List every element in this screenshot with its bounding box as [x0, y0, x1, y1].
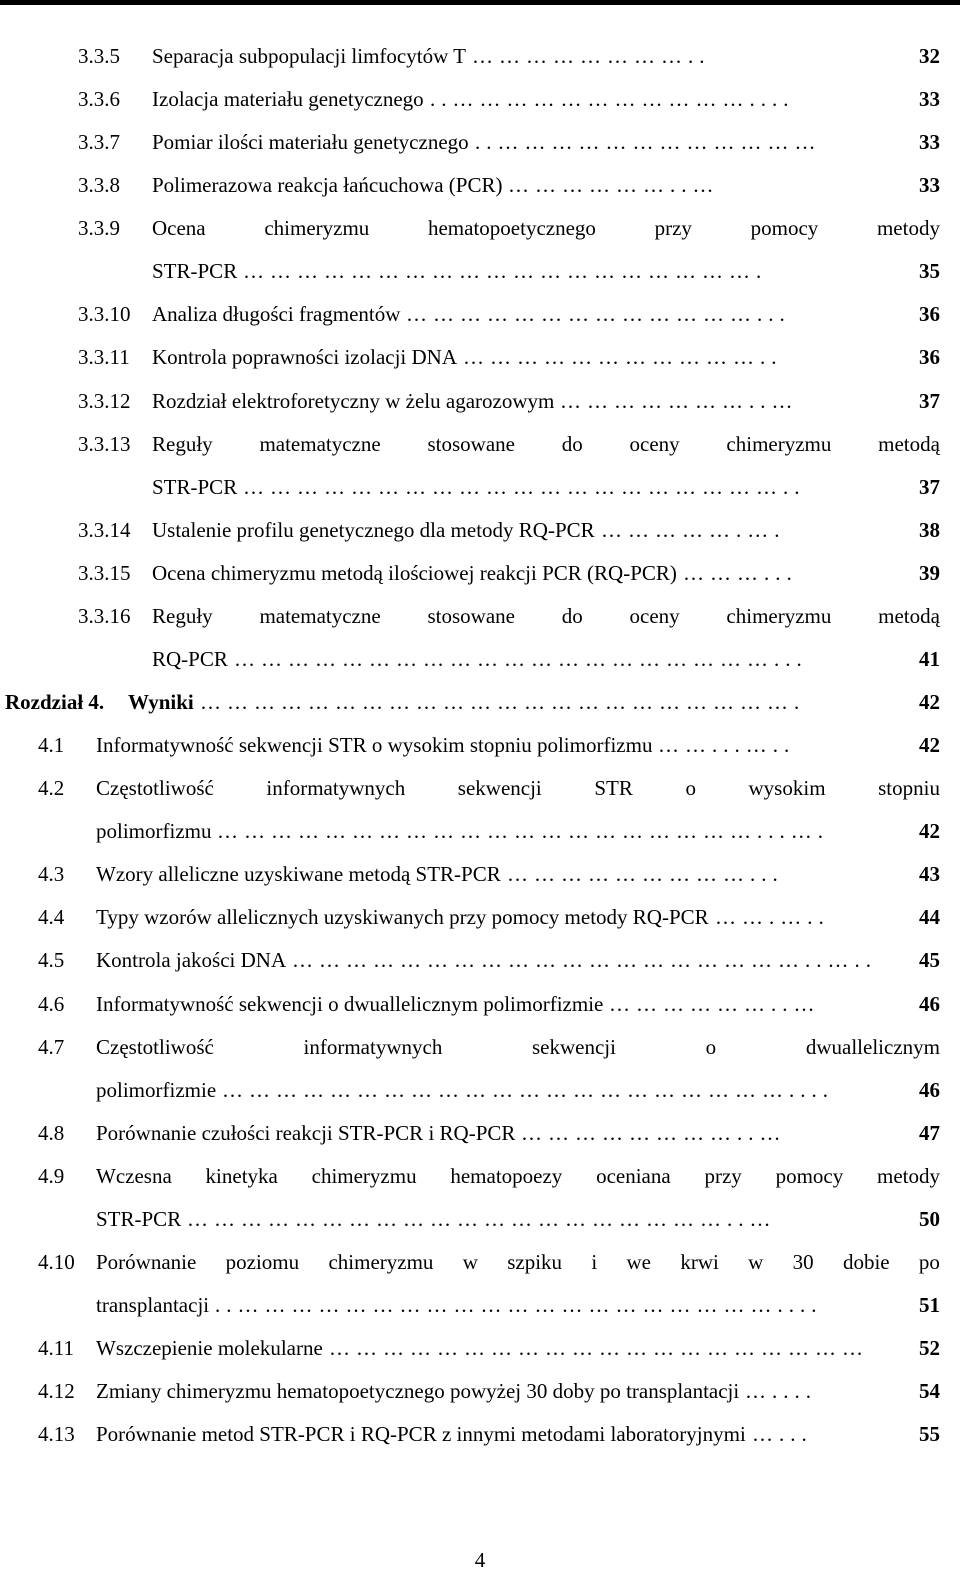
- toc-entry[interactable]: [78, 214, 940, 242]
- entry-page: 37: [919, 475, 940, 499]
- page-number: 4: [474, 1548, 486, 1572]
- toc-entry[interactable]: [38, 731, 940, 759]
- entry-number: 3.3.7: [78, 130, 120, 154]
- entry-number: 4.5: [38, 948, 65, 972]
- entry-number: 3.3.13: [78, 432, 131, 456]
- dot-leader: …...: [752, 1422, 813, 1446]
- entry-number: 3.3.8: [78, 173, 120, 197]
- entry-page: 38: [919, 518, 940, 542]
- dot-leader: …………………..…: [560, 389, 799, 413]
- entry-page: 54: [919, 1379, 940, 1403]
- entry-title: Częstotliwość informatywnych sekwencji STR o wysokim stopniu: [96, 776, 940, 800]
- entry-number: 3.3.6: [78, 87, 120, 111]
- entry-page: 37: [919, 389, 940, 413]
- dot-leader: ……………………………………………………...….: [217, 819, 829, 843]
- entry-number: 3.3.5: [78, 44, 120, 68]
- dot-leader: ………………..…: [609, 992, 821, 1016]
- dot-leader: ………………………………………………….: [243, 259, 768, 283]
- entry-page: 46: [919, 1078, 940, 1102]
- entry-number: 4.7: [38, 1035, 65, 1059]
- entry-number: 4.6: [38, 992, 65, 1016]
- toc-entry[interactable]: [38, 1377, 940, 1405]
- toc-entry-continuation[interactable]: [38, 1076, 940, 1104]
- entry-number: 4.13: [38, 1422, 75, 1446]
- entry-title: Informatywność sekwencji STR o wysokim stopniu polimorfizmu: [96, 733, 653, 757]
- toc-entry[interactable]: [78, 387, 940, 415]
- entry-number: 3.3.15: [78, 561, 131, 585]
- entry-title-continuation: STR-PCR: [152, 259, 238, 283]
- entry-page: 43: [919, 862, 940, 886]
- dot-leader: ………...: [683, 561, 798, 585]
- entry-page: 52: [919, 1336, 940, 1360]
- entry-title: Analiza długości fragmentów: [152, 302, 401, 326]
- entry-title: Porównanie metod STR-PCR i RQ-PCR z innymi metodami laboratoryjnymi: [96, 1422, 746, 1446]
- entry-page: 44: [919, 905, 940, 929]
- entry-number: 3.3.11: [78, 345, 130, 369]
- entry-title-continuation: transplantacji: [96, 1293, 210, 1317]
- entry-title-continuation: polimorfizmie: [96, 1078, 217, 1102]
- toc-entry-continuation[interactable]: [78, 473, 940, 501]
- dot-leader: ……………………..: [472, 44, 711, 68]
- top-rule: [0, 0, 960, 5]
- dot-leader: …….…..: [715, 905, 830, 929]
- dot-leader: ………………………...: [507, 862, 784, 886]
- entry-title: Ocena chimeryzmu metodą ilościowej reakcji PCR (RQ-PCR): [152, 561, 677, 585]
- toc-entry[interactable]: [78, 42, 940, 70]
- entry-title: Wczesna kinetyka chimeryzmu hematopoezy oceniana przy pomocy metody: [96, 1164, 940, 1188]
- toc-entry[interactable]: [78, 602, 940, 630]
- dot-leader: …………………………………...: [406, 302, 791, 326]
- entry-title: Wyniki: [128, 690, 194, 714]
- entry-title-continuation: STR-PCR: [152, 475, 238, 499]
- entry-number: 4.9: [38, 1164, 65, 1188]
- toc-entry[interactable]: [78, 430, 940, 458]
- entry-page: 46: [919, 992, 940, 1016]
- entry-title-continuation: STR-PCR: [96, 1207, 182, 1231]
- toc-entry[interactable]: [78, 343, 940, 371]
- dot-leader: ……………………………………………………: [329, 1336, 869, 1360]
- dot-leader: ..………………………………: [475, 130, 822, 154]
- entry-page: 33: [919, 173, 940, 197]
- entry-number: 4.8: [38, 1121, 65, 1145]
- entry-page: 32: [919, 44, 940, 68]
- entry-page: 55: [919, 1422, 940, 1446]
- toc-entry[interactable]: [38, 1420, 940, 1448]
- toc-entry[interactable]: [78, 171, 940, 199]
- toc-entry[interactable]: [38, 1033, 940, 1061]
- dot-leader: ……………………………..: [463, 345, 783, 369]
- entry-title: Wszczepienie molekularne: [96, 1336, 323, 1360]
- entry-page: 35: [919, 259, 940, 283]
- entry-page: 42: [919, 819, 940, 843]
- entry-title: Wzory alleliczne uzyskiwane metodą STR-PCR: [96, 862, 501, 886]
- dot-leader: ……………………………………………………..…: [187, 1207, 777, 1231]
- dot-leader: …....: [745, 1379, 817, 1403]
- entry-title: Izolacja materiału genetycznego: [152, 87, 424, 111]
- dot-leader: ..……………………………………………………....: [215, 1293, 823, 1317]
- entry-title: Ocena chimeryzmu hematopoetycznego przy pomocy metody: [152, 216, 940, 240]
- entry-page: 33: [919, 130, 940, 154]
- toc-entry-continuation[interactable]: [38, 1291, 940, 1319]
- toc-entry[interactable]: [78, 559, 940, 587]
- dot-leader: ……………………..…: [521, 1121, 787, 1145]
- entry-page: 41: [919, 647, 940, 671]
- toc-entry[interactable]: [38, 1334, 940, 1362]
- entry-title: Kontrola poprawności izolacji DNA: [152, 345, 458, 369]
- entry-number: 3.3.16: [78, 604, 131, 628]
- entry-number: 4.2: [38, 776, 65, 800]
- toc-entry[interactable]: [38, 1162, 940, 1190]
- toc-entry[interactable]: [38, 1248, 940, 1276]
- entry-title: Separacja subpopulacji limfocytów T: [152, 44, 466, 68]
- entry-number: 3.3.10: [78, 302, 131, 326]
- entry-page: 33: [919, 87, 940, 111]
- dot-leader: ……...…..: [658, 733, 796, 757]
- toc-entry[interactable]: [78, 85, 940, 113]
- entry-title: Reguły matematyczne stosowane do oceny chimeryzmu metodą: [152, 604, 940, 628]
- toc-entry[interactable]: [38, 860, 940, 888]
- toc-entry[interactable]: [38, 1119, 940, 1147]
- toc-entry[interactable]: [78, 516, 940, 544]
- entry-page: 39: [919, 561, 940, 585]
- entry-number: 4.12: [38, 1379, 75, 1403]
- dot-leader: ………………………………………………………....: [222, 1078, 834, 1102]
- entry-title: Kontrola jakości DNA: [96, 948, 287, 972]
- entry-title: Porównanie poziomu chimeryzmu w szpiku i we krwi w 30 dobie po: [96, 1250, 940, 1274]
- entry-title: Rozdział elektroforetyczny w żelu agarozowym: [152, 389, 555, 413]
- entry-title: Informatywność sekwencji o dwuallelicznym polimorfizmie: [96, 992, 604, 1016]
- dot-leader: ………………………………………………………….: [200, 690, 806, 714]
- entry-page: 42: [919, 733, 940, 757]
- entry-number: 3.3.12: [78, 389, 131, 413]
- dot-leader: ………………..…: [508, 173, 720, 197]
- toc-entry[interactable]: [38, 774, 940, 802]
- dot-leader: ..……………………………....: [430, 87, 795, 111]
- toc-entry[interactable]: [5, 688, 940, 716]
- entry-title: Typy wzorów allelicznych uzyskiwanych przy pomocy metody RQ-PCR: [96, 905, 709, 929]
- dot-leader: ……………………………………………………...: [234, 647, 808, 671]
- entry-page: 36: [919, 345, 940, 369]
- entry-number: 4.11: [38, 1336, 74, 1360]
- entry-title: Zmiany chimeryzmu hematopoetycznego powyżej 30 doby po transplantacji: [96, 1379, 740, 1403]
- entry-number: 4.10: [38, 1250, 75, 1274]
- entry-number: 4.3: [38, 862, 65, 886]
- toc-entry[interactable]: [38, 946, 940, 974]
- entry-title: Ustalenie profilu genetycznego dla metody RQ-PCR: [152, 518, 595, 542]
- entry-title: Reguły matematyczne stosowane do oceny chimeryzmu metodą: [152, 432, 940, 456]
- dot-leader: …………….….: [601, 518, 786, 542]
- toc-entry[interactable]: [78, 128, 940, 156]
- entry-page: 36: [919, 302, 940, 326]
- toc-entry-continuation[interactable]: [78, 257, 940, 285]
- entry-page: 51: [919, 1293, 940, 1317]
- entry-title-continuation: RQ-PCR: [152, 647, 228, 671]
- toc-entry-continuation[interactable]: [38, 1205, 940, 1233]
- entry-title: Pomiar ilości materiału genetycznego: [152, 130, 469, 154]
- toc-entry-continuation[interactable]: [78, 645, 940, 673]
- entry-number: 4.1: [38, 733, 65, 757]
- entry-title: Polimerazowa reakcja łańcuchowa (PCR): [152, 173, 503, 197]
- entry-title-continuation: polimorfizmu: [96, 819, 212, 843]
- entry-title: Porównanie czułości reakcji STR-PCR i RQ-PCR: [96, 1121, 516, 1145]
- entry-number: Rozdział 4.: [5, 690, 105, 714]
- toc-entry[interactable]: [38, 990, 940, 1018]
- dot-leader: …………………………………………………..…..: [292, 948, 877, 972]
- entry-number: 3.3.14: [78, 518, 131, 542]
- dot-leader: ……………………………………………………..: [243, 475, 806, 499]
- toc-entry-continuation[interactable]: [38, 817, 940, 845]
- toc-entry[interactable]: [78, 300, 940, 328]
- toc-entry[interactable]: [38, 903, 940, 931]
- entry-page: 45: [919, 948, 940, 972]
- entry-number: 3.3.9: [78, 216, 120, 240]
- entry-number: 4.4: [38, 905, 65, 929]
- entry-page: 47: [919, 1121, 940, 1145]
- entry-page: 50: [919, 1207, 940, 1231]
- entry-page: 42: [919, 690, 940, 714]
- entry-title: Częstotliwość informatywnych sekwencji o dwuallelicznym: [96, 1035, 940, 1059]
